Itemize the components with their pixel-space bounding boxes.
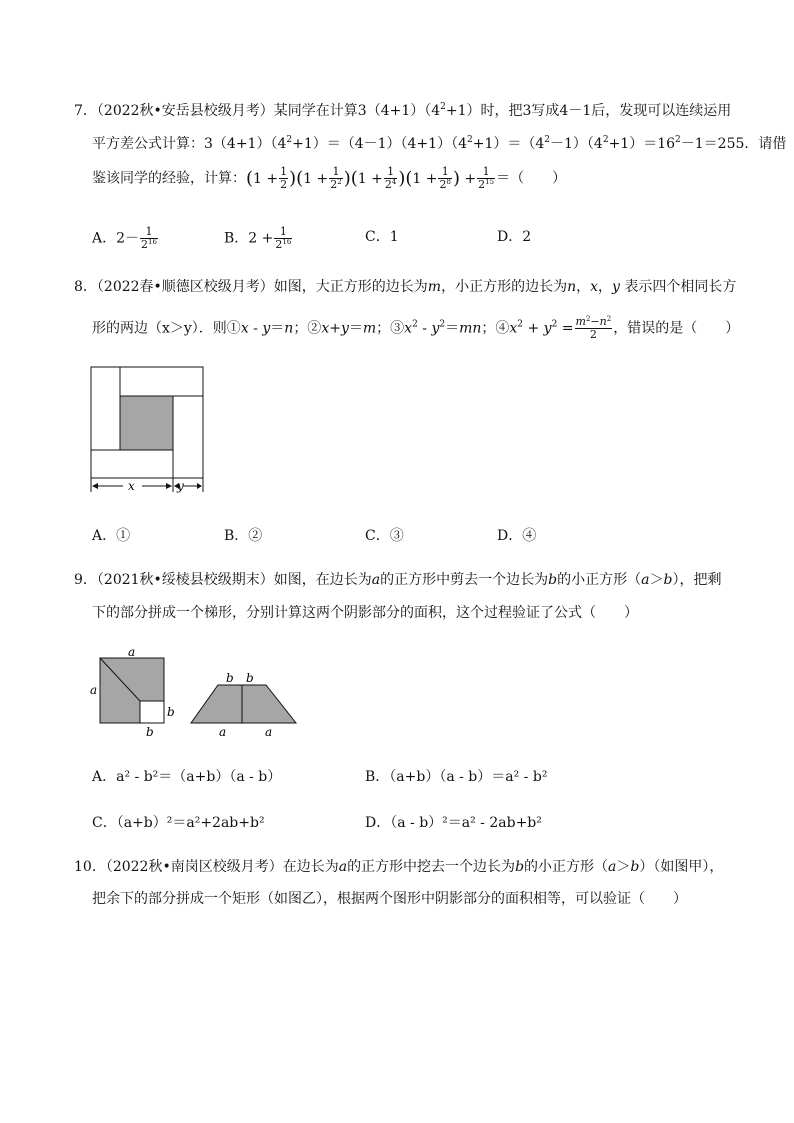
q10-source: 10．（2022秋•南岗区校级月考） <box>74 859 283 875</box>
q7-line-2: 平方差公式计算：$3(4+1)(4^2+1)=(4-1)(4+1)(4^2+1)=(4^2-1)(4^2+1)=16^2-1=255$．请借 <box>92 135 787 152</box>
q9-option-a[interactable]: A．a² - b²＝（a+b）（a - b） <box>92 769 282 785</box>
q7-line-1: 7．（2022秋•安岳县校级月考）某同学在计算$3(4+1)(4^2+1)$时，把3写成4－1后，发现可以连续运用 <box>74 102 732 119</box>
q8-line-2: 形的两边（x＞y）．则①x - y＝n；②x+y＝m；$③x^2 - y^2=mn$；$④x^2 + y^2$ = $\frac{m^2-n^2}{2}$ ，错误的是（ ） <box>92 315 740 341</box>
q9-option-d[interactable]: D．（a - b）²＝a² - 2ab+b² <box>365 815 542 831</box>
q7-source: 7．（2022秋•安岳县校级月考） <box>74 103 274 119</box>
q9-trap-label-bottom-a1: a <box>219 725 227 739</box>
q10-line-2: 把余下的部分拼成一个矩形（如图乙），根据两个图形中阴影部分的面积相等，可以验证（ ） <box>92 891 687 907</box>
q8-figure-squares <box>86 362 210 496</box>
q7-line-3: 鉴该同学的经验，计算：(1 + $\frac{1}{2}$ )(1 + $\frac{1}{2^2}$ )(1 + $\frac{1}{2^4}$ )(1 + $\frac{1}{2^8}$ ) + $\frac{1}{2^{15}}$ ＝（ ） <box>92 165 567 191</box>
q9-figure-trapezoid <box>186 668 302 740</box>
q9-square-label-left-a: a <box>90 683 98 697</box>
q8-line-1: 8．（2022春•顺德区校级月考）如图，大正方形的边长为m，小正方形的边长为n，x，y 表示四个相同长方 <box>74 279 737 295</box>
q9-line-2: 下的部分拼成一个梯形，分别计算这两个阴影部分的面积，这个过程验证了公式（ ） <box>92 605 638 621</box>
q9-option-b[interactable]: B．（a+b）（a - b）＝a² - b² <box>365 769 548 785</box>
q10-line-1: 10．（2022秋•南岗区校级月考）在边长为a的正方形中挖去一个边长为b的小正方形（a＞b）（如图甲）， <box>74 859 724 875</box>
q8-figure-label-x: x <box>128 479 135 493</box>
q8-source: 8．（2022春•顺德区校级月考） <box>74 279 274 295</box>
q9-line-1: 9．（2021秋•绥棱县校级期末）如图，在边长为a的正方形中剪去一个边长为b的小正方形（a＞b），把剩 <box>74 572 722 588</box>
q9-square-label-bottom-b: b <box>146 725 154 739</box>
q7-option-c[interactable]: C．1 <box>365 229 399 245</box>
q8-option-d[interactable]: D．④ <box>497 528 537 544</box>
q7-option-b[interactable]: B．2 + $\frac{1}{2^{16}}$ <box>224 225 292 251</box>
q9-square-label-top-a: a <box>128 646 136 659</box>
q8-option-a[interactable]: A．① <box>92 528 131 544</box>
q9-trap-label-top-b2: b <box>246 671 254 685</box>
q7-option-a[interactable]: A．2－ $\frac{1}{2^{16}}$ <box>92 225 157 251</box>
q7-expression: (1 + $\frac{1}{2}$ )(1 + $\frac{1}{2^2}$ )(1 + $\frac{1}{2^4}$ )(1 + $\frac{1}{2^8}$ ) + $\frac{1}{2^{15}}$ <box>246 165 495 191</box>
q8-option-c[interactable]: C．③ <box>365 528 404 544</box>
q9-source: 9．（2021秋•绥棱县校级期末） <box>74 572 274 588</box>
q7-option-d[interactable]: D．2 <box>497 229 532 245</box>
q9-option-c[interactable]: C．（a+b）²＝a²+2ab+b² <box>92 815 265 831</box>
q9-square-label-right-b: b <box>167 705 175 719</box>
q8-figure-label-y: y <box>177 479 184 493</box>
q9-trap-label-bottom-a2: a <box>265 725 273 739</box>
q8-option-b[interactable]: B．② <box>224 528 263 544</box>
q9-trap-label-top-b1: b <box>226 671 234 685</box>
q9-figure-square <box>86 646 182 740</box>
